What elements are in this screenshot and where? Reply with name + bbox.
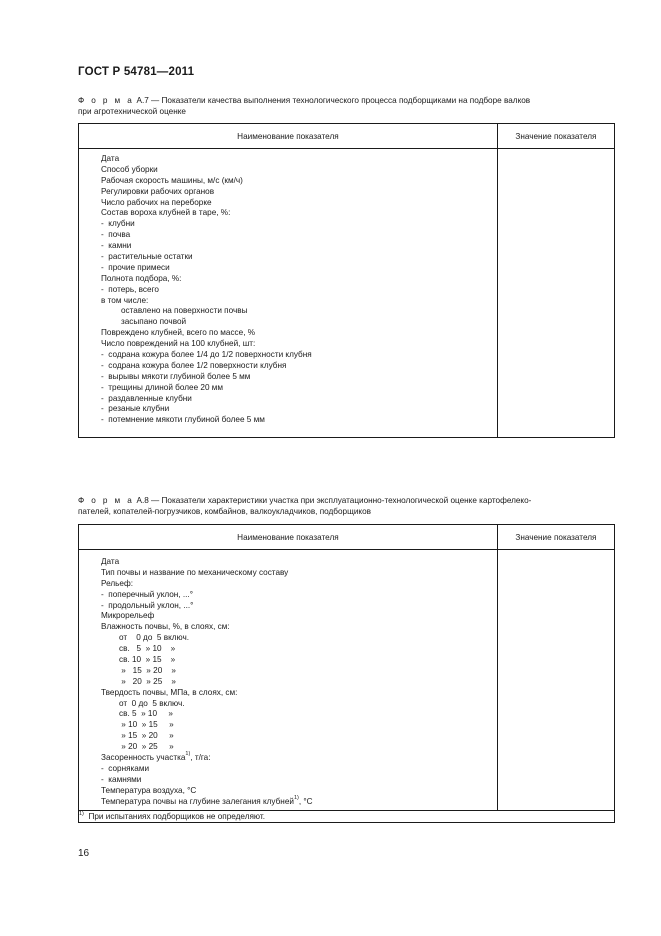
list-item: » 20 » 25 » bbox=[119, 742, 174, 752]
list-item: оставлено на поверхности почвы bbox=[121, 306, 248, 316]
list-item bbox=[101, 753, 497, 764]
footnote-ref: 1) bbox=[293, 794, 299, 801]
list-item: - сорняками bbox=[101, 763, 150, 773]
list-item: засыпано почвой bbox=[121, 317, 187, 327]
list-item: - раздавленные клубни bbox=[101, 393, 192, 403]
list-item: Тип почвы и название по механическому составу bbox=[101, 567, 289, 577]
footnote-ref: 1) bbox=[185, 751, 191, 758]
form-a7-col-value: Значение показателя bbox=[497, 124, 614, 149]
list-item: - вырывы мякоти глубиной более 5 мм bbox=[101, 371, 251, 381]
form-a8-body-row bbox=[79, 550, 615, 811]
list-item: от 0 до 5 включ. bbox=[119, 698, 185, 708]
form-a7-names-cell bbox=[79, 149, 498, 438]
footnote-text: При испытаниях подборщиков не определяют. bbox=[88, 812, 265, 822]
form-a8-caption-lead: Ф о р м а bbox=[78, 496, 135, 505]
list-item: св. 10 » 15 » bbox=[119, 655, 176, 665]
list-item: от 0 до 5 включ. bbox=[119, 633, 190, 643]
list-item: Рабочая скорость машины, м/с (км/ч) bbox=[101, 175, 243, 185]
list-item: - трещины длиной более 20 мм bbox=[101, 382, 224, 392]
form-a8-names-cell bbox=[79, 550, 498, 811]
list-item: Повреждено клубней, всего по массе, % bbox=[101, 328, 256, 338]
list-item: - содрана кожура более 1/4 до 1/2 поверхности клубня bbox=[101, 350, 312, 360]
list-item: » 20 » 25 » bbox=[119, 676, 176, 686]
list-item: Регулировки рабочих органов bbox=[101, 186, 215, 196]
list-item: - клубни bbox=[101, 219, 135, 229]
list-item: св. 5 » 10 » bbox=[119, 709, 173, 719]
form-a7-caption-lead: Ф о р м а bbox=[78, 96, 135, 105]
list-item: » 10 » 15 » bbox=[119, 720, 174, 730]
list-item: Влажность почвы, %, в слоях, см: bbox=[101, 622, 230, 632]
form-a7-caption bbox=[78, 95, 615, 117]
list-item: Число рабочих на переборке bbox=[101, 197, 212, 207]
form-a8-table bbox=[78, 524, 615, 823]
list-item: Температура воздуха, °С bbox=[101, 785, 197, 795]
form-a7-caption-line2: при агротехнической оценке bbox=[78, 107, 186, 116]
list-item: » 15 » 20 » bbox=[119, 665, 176, 675]
form-a7-value-cell[interactable] bbox=[497, 149, 614, 438]
list-item bbox=[101, 794, 497, 808]
list-item: - почва bbox=[101, 230, 131, 240]
list-item: Рельеф: bbox=[101, 578, 133, 588]
list-item: Полнота подбора, %: bbox=[101, 273, 182, 283]
list-item: » 15 » 20 » bbox=[119, 731, 174, 741]
litter-unit: , т/га: bbox=[190, 753, 211, 763]
form-a7-body-row bbox=[79, 149, 615, 438]
list-item: Число повреждений на 100 клубней, шт: bbox=[101, 339, 256, 349]
form-a8-caption-rest: А.8 — Показатели характеристики участка при эксплуатационно-технологической оценке картофелеко- bbox=[134, 496, 532, 505]
list-item: св. 5 » 10 » bbox=[119, 644, 176, 654]
list-item: Микрорельеф bbox=[101, 611, 155, 621]
document-header: ГОСТ Р 54781—2011 bbox=[78, 66, 195, 78]
soil-temp-label: Температура почвы на глубине залегания клубней bbox=[101, 796, 294, 806]
list-item: - потерь, всего bbox=[101, 284, 159, 294]
list-item: - потемнение мякоти глубиной более 5 мм bbox=[101, 415, 265, 425]
list-item: - камнями bbox=[101, 774, 142, 784]
form-a8-caption bbox=[78, 495, 615, 517]
footnote-mark: 1) bbox=[79, 810, 84, 817]
list-item: Дата bbox=[101, 557, 120, 566]
list-item: Твердость почвы, МПа, в слоях, см: bbox=[101, 687, 238, 697]
list-item: - резаные клубни bbox=[101, 404, 170, 414]
form-a8-footnote-row bbox=[79, 811, 615, 823]
list-item: - прочие примеси bbox=[101, 262, 170, 272]
list-item: - продольный уклон, ...° bbox=[101, 600, 194, 610]
list-item: - камни bbox=[101, 241, 132, 251]
form-a8-col-value: Значение показателя bbox=[497, 525, 614, 550]
list-item: - содрана кожура более 1/2 поверхности клубня bbox=[101, 360, 287, 370]
list-item: Состав вороха клубней в таре, %: bbox=[101, 208, 231, 218]
form-a8-value-cell[interactable] bbox=[497, 550, 614, 811]
form-a8-col-name: Наименование показателя bbox=[79, 525, 498, 550]
soil-temp-unit: , °С bbox=[298, 796, 313, 806]
list-item: Дата bbox=[101, 154, 120, 163]
form-a7-caption-rest: А.7 — Показатели качества выполнения технологического процесса подборщиками на подборе валков bbox=[134, 96, 531, 105]
list-item: Способ уборки bbox=[101, 164, 158, 174]
form-a8-header-row bbox=[79, 525, 615, 550]
list-item: в том числе: bbox=[101, 295, 149, 305]
list-item: - поперечный уклон, ...° bbox=[101, 589, 193, 599]
litter-label: Засоренность участка bbox=[101, 753, 186, 763]
form-a7-col-name: Наименование показателя bbox=[79, 124, 498, 149]
list-item: - растительные остатки bbox=[101, 252, 193, 262]
form-a8-footnote bbox=[79, 811, 615, 823]
form-a7-header-row bbox=[79, 124, 615, 149]
page-number: 16 bbox=[78, 848, 90, 859]
form-a8-caption-line2: пателей, копателей-погрузчиков, комбайнов, валкоукладчиков, подборщиков bbox=[78, 507, 371, 516]
form-a7-table bbox=[78, 123, 615, 438]
